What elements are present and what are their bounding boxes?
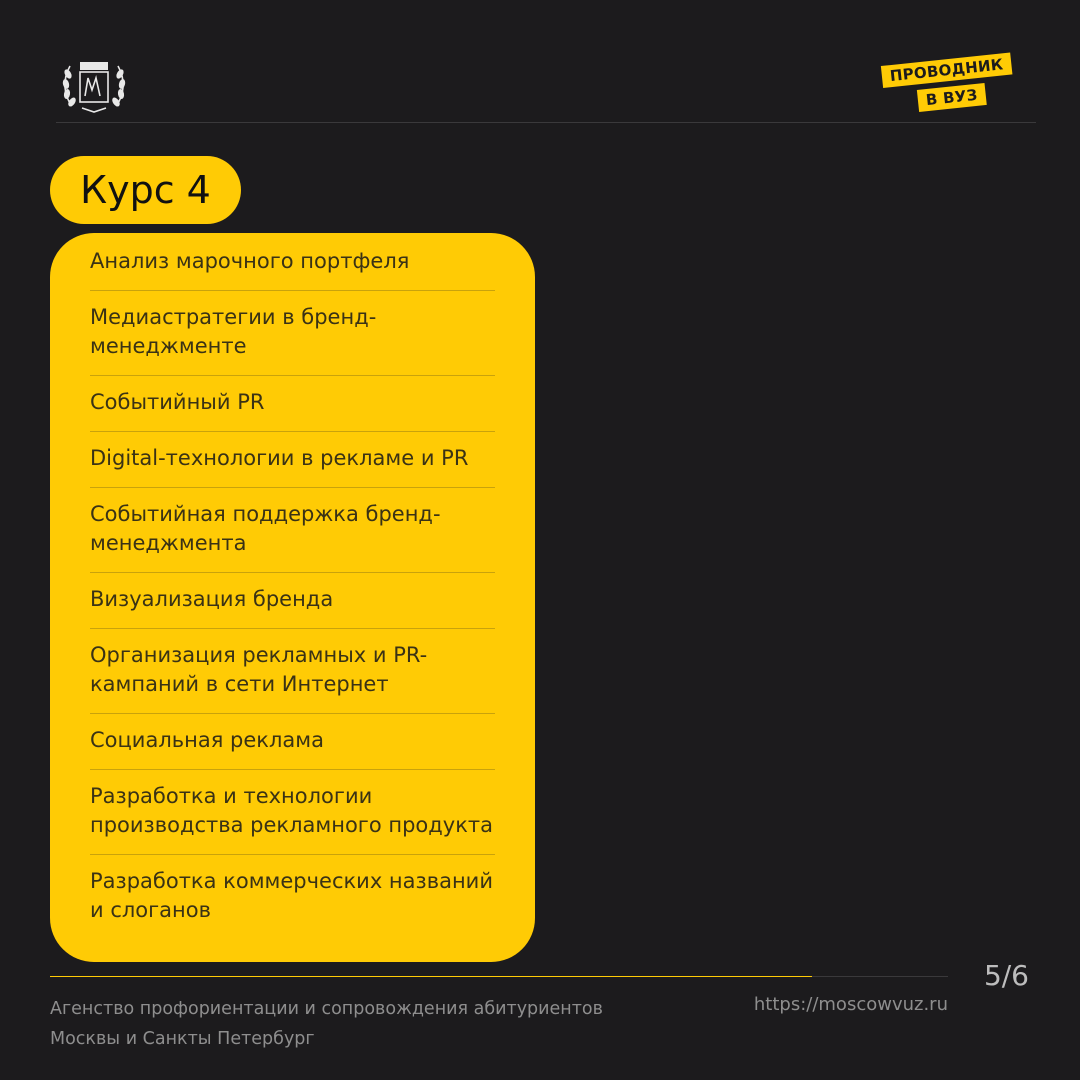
website-link[interactable]: https://moscowvuz.ru — [753, 994, 948, 1015]
brand-line-2: В ВУЗ — [917, 83, 987, 112]
brand-line-1: ПРОВОДНИК — [881, 52, 1013, 87]
subject-item: Событийная поддержка бренд-менеджмента — [90, 498, 495, 573]
subject-item: Медиастратегии в бренд-менеджменте — [90, 301, 495, 376]
university-emblem-icon — [58, 52, 130, 116]
agency-description: Агенство профориентации и сопровождения абитуриентов Москвы и Санкты Петербург — [50, 999, 603, 1049]
subject-item: Визуализация бренда — [90, 583, 495, 629]
subject-item: Digital-технологии в рекламе и PR — [90, 442, 495, 488]
subject-item: Событийный PR — [90, 386, 495, 432]
top-divider — [56, 122, 1036, 123]
course-label: Курс 4 — [50, 156, 241, 224]
subject-item: Анализ марочного портфеля — [90, 245, 495, 291]
brand-logo — [882, 55, 1034, 114]
subject-item: Разработка коммерческих названий и слоганов — [90, 869, 493, 922]
subjects-card — [50, 233, 535, 962]
subject-item: Организация рекламных и PR-кампаний в сети Интернет — [90, 639, 495, 714]
progress-line — [50, 976, 812, 977]
page-counter: 5/6 — [983, 959, 1029, 992]
subjects-list — [90, 245, 495, 939]
subject-item: Социальная реклама — [90, 724, 495, 770]
subject-item: Разработка и технологии производства рекламного продукта — [90, 780, 495, 855]
